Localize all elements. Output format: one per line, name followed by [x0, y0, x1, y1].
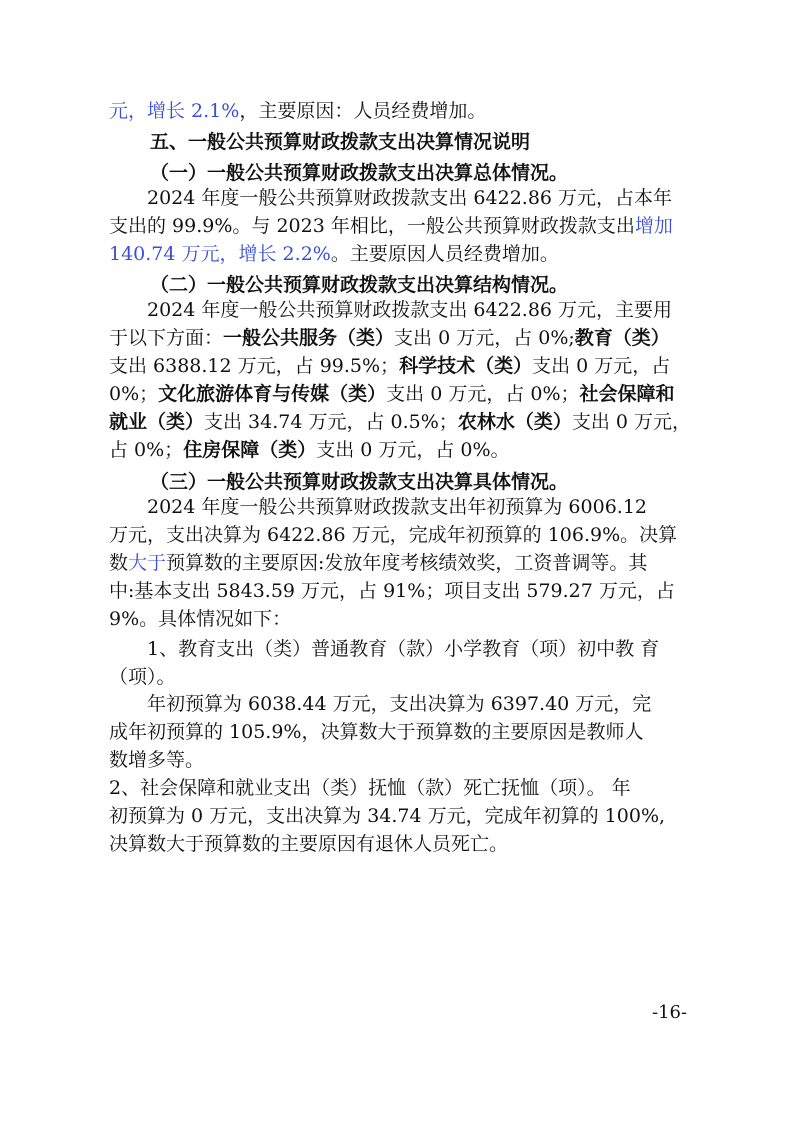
- page-number: -16-: [652, 1002, 688, 1023]
- list-item-1: 1、教育支出（类）普通教育（款）小学教育（项）初中教 育: [147, 638, 660, 660]
- text-span: 支出 0 万元，占 0%。: [316, 439, 510, 461]
- paragraph-line: [109, 323, 670, 354]
- bold-text: 文化旅游体育与传媒（类）: [158, 383, 387, 405]
- paragraph-line: 2024 年度一般公共预算财政拨款支出 6422.86 万元，占本年: [147, 187, 673, 209]
- text-span: 。主要原因人员经费增加。: [330, 243, 559, 265]
- text-span: 0%；: [109, 383, 159, 405]
- text-span: 支出 0 万元，: [571, 411, 691, 433]
- subsection-heading-2: （二）一般公共预算财政拨款支出决算结构情况。: [150, 274, 569, 296]
- paragraph-line: 9%。具体情况如下：: [109, 608, 292, 630]
- text-line-1: [109, 96, 486, 127]
- list-item-2: 2、社会保障和就业支出（类）抚恤（款）死亡抚恤（项）。 年: [109, 777, 631, 799]
- paragraph-line: 决算数大于预算数的主要原因有退休人员死亡。: [109, 833, 509, 855]
- bold-text: 农林水（类）: [457, 411, 572, 433]
- subsection-heading-3: （三）一般公共预算财政拨款支出决算具体情况。: [150, 471, 569, 493]
- paragraph-line: [109, 379, 675, 410]
- section-heading: 五、一般公共预算财政拨款支出决算情况说明: [150, 131, 531, 153]
- subsection-heading-1: （一）一般公共预算财政拨款支出决算总体情况。: [150, 162, 569, 184]
- text-span: 支出的 99.9%。与 2023 年相比，一般公共预算财政拨款支出: [109, 215, 635, 237]
- paragraph-line: 年初预算为 6038.44 万元，支出决算为 6397.40 万元，完: [147, 693, 652, 715]
- text-span: 支出 0 万元，占 0%;: [394, 327, 575, 349]
- highlighted-text: 大于: [128, 552, 167, 574]
- bold-text: 教育（类）: [574, 327, 670, 349]
- paragraph-line: [109, 239, 559, 270]
- text-span: 数: [109, 552, 129, 574]
- paragraph-line: 万元，支出决算为 6422.86 万元，完成年初预算的 106.9%。决算: [109, 524, 678, 546]
- text-span: 支出 6388.12 万元，占 99.5%；: [109, 355, 400, 377]
- paragraph-line: 数增多等。: [109, 749, 205, 771]
- highlighted-text: 增加: [634, 215, 673, 237]
- bold-text: 社会保障和: [579, 383, 675, 405]
- bold-text: 就业（类）: [109, 411, 205, 433]
- paragraph-line: 2024 年度一般公共预算财政拨款支出年初预算为 6006.12: [147, 496, 648, 518]
- highlighted-text: 140.74 万元，增长 2.2%: [109, 243, 331, 265]
- text-span: 占 0%；: [109, 439, 184, 461]
- paragraph-line: [109, 211, 673, 242]
- paragraph-line: 2024 年度一般公共预算财政拨款支出 6422.86 万元，主要用: [147, 299, 673, 321]
- paragraph-line: [109, 351, 670, 382]
- bold-text: 一般公共服务（类）: [223, 327, 395, 349]
- paragraph-line: [109, 548, 647, 579]
- paragraph-line: （项）。: [109, 666, 176, 688]
- text-span: 预算数的主要原因:发放年度考核绩效奖，工资普调等。其: [166, 552, 648, 574]
- paragraph-line: [109, 407, 691, 438]
- highlighted-text: 元，增长 2.1%: [109, 100, 240, 122]
- text-span: ，主要原因：人员经费增加。: [239, 100, 487, 122]
- paragraph-line: 成年初预算的 105.9%，决算数大于预算数的主要原因是教师人: [109, 721, 644, 743]
- paragraph-line: [109, 435, 510, 466]
- text-span: 支出 0 万元，占: [532, 355, 671, 377]
- bold-text: 住房保障（类）: [183, 439, 317, 461]
- bold-text: 科学技术（类）: [399, 355, 533, 377]
- paragraph-line: 初预算为 0 万元，支出决算为 34.74 万元，完成年初算的 100%,: [109, 805, 666, 827]
- text-span: 于以下方面：: [109, 327, 224, 349]
- text-span: 支出 0 万元，占 0%；: [386, 383, 580, 405]
- paragraph-line: 中:基本支出 5843.59 万元，占 91%；项目支出 579.27 万元，占: [109, 580, 675, 602]
- text-span: 支出 34.74 万元，占 0.5%；: [204, 411, 458, 433]
